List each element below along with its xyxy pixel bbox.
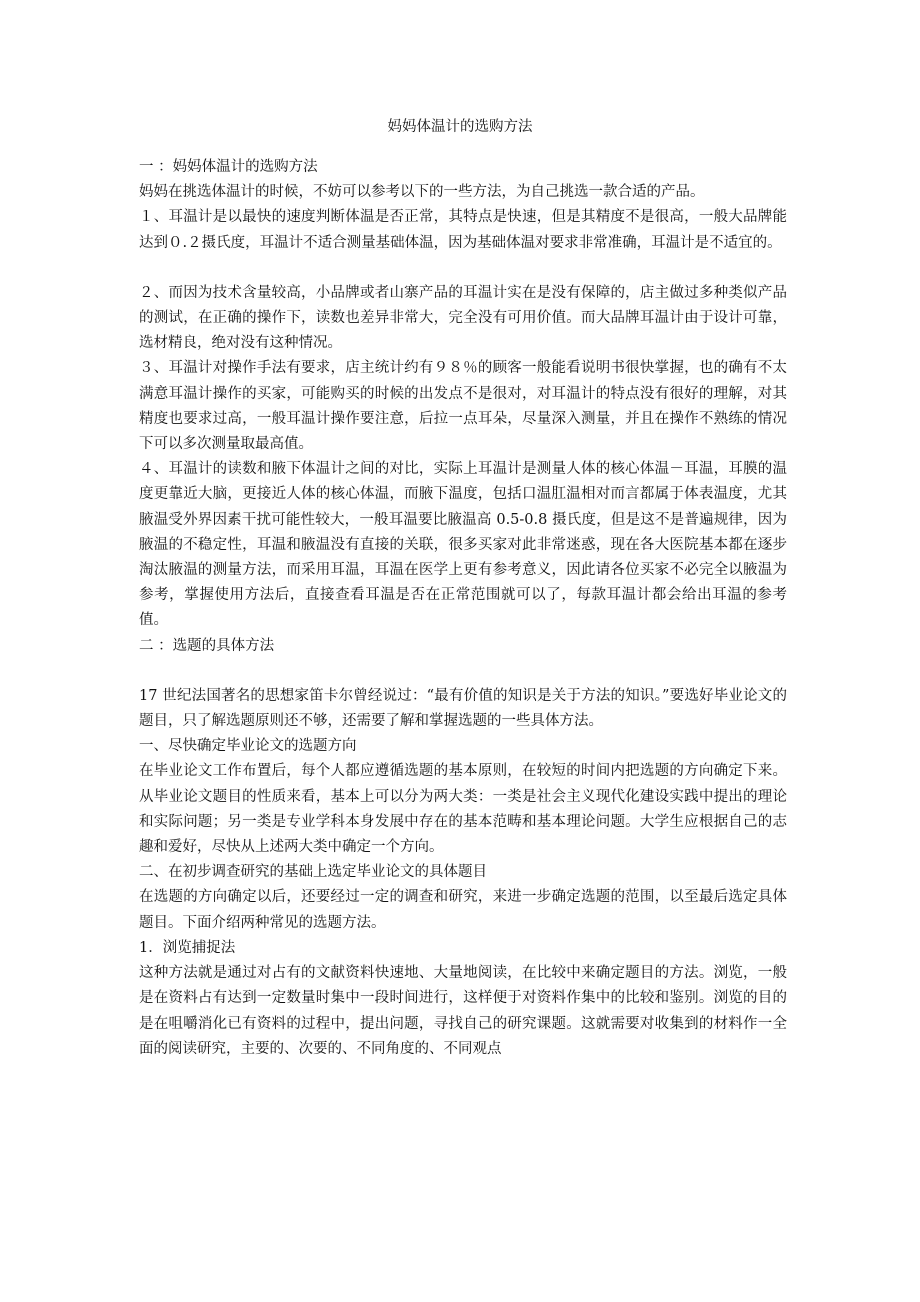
paragraph: １、耳温计是以最快的速度判断体温是否正常，其特点是快速，但是其精度不是很高，一般大品牌能达到０.２摄氏度，耳温计不适合测量基础体温，因为基础体温对要求非常准确，耳温计是不适宜的。 <box>139 209 787 251</box>
document-title: 妈妈体温计的选购方法 <box>387 119 533 135</box>
blank-line <box>139 256 787 281</box>
paragraph: ４、耳温计的读数和腋下体温计之间的对比，实际上耳温计是测量人体的核心体温－耳温，耳膜的温度更靠近大脑，更接近人体的核心体温，而腋下温度，包括口温肛温相对而言都属于体表温度，尤其腋温受外界因素干扰可能性较大，一般耳温要比腋温高 0.5-0.8 摄氏度，但是这不是普遍规律，因为腋温的不稳定性，耳温和腋温没有直接的关联，很多买家对此非常迷惑，现在各大医院基本都在逐步淘汰腋温的测量方法，而采用耳温，耳温在医学上更有参考意义，因此请各位买家不必完全以腋温为参考，掌握使用方法后，直接查看耳温是否在正常范围就可以了，每款耳温计都会给出耳温的参考值。 <box>139 461 787 629</box>
section-heading: 二 ：选题的具体方法 <box>139 637 275 654</box>
paragraph: ２、而因为技术含量较高，小品牌或者山寨产品的耳温计实在是没有保障的，店主做过多种类似产品的测试，在正确的操作下，读数也差异非常大，完全没有可用价值。而大品牌耳温计由于设计可靠，选材精良，绝对没有这种情况。 <box>139 284 787 352</box>
paragraph: 妈妈在挑选体温计的时候，不妨可以参考以下的一些方法，为自己挑选一款合适的产品。 <box>139 184 705 201</box>
paragraph: 这种方法就是通过对占有的文献资料快速地、大量地阅读，在比较中来确定题目的方法。浏览，一般是在资料占有达到一定数量时集中一段时间进行，这样便于对资料作集中的比较和鉴别。浏览的目的是在咀嚼消化已有资料的过程中，提出问题，寻找自己的研究课题。这就需要对收集到的材料作一全面的阅读研究，主要的、次要的、不同角度的、不同观点 <box>139 965 787 1057</box>
document-body <box>139 155 787 1062</box>
subheading: 1．浏览捕捉法 <box>139 939 236 956</box>
paragraph: ３、耳温计对操作手法有要求，店主统计约有９８％的顾客一般能看说明书很快掌握，也的确有不太满意耳温计操作的买家，可能购买的时候的出发点不是很对，对耳温计的特点没有很好的理解，对其精度也要求过高，一般耳温计操作要注意，后拉一点耳朵，尽量深入测量，并且在操作不熟练的情况下可以多次测量取最高值。 <box>139 360 787 453</box>
blank-line <box>139 659 787 684</box>
subheading: 二、在初步调查研究的基础上选定毕业论文的具体题目 <box>139 864 487 881</box>
section-heading: 一 ：妈妈体温计的选购方法 <box>139 159 318 175</box>
subheading: 一、尽快确定毕业论文的选题方向 <box>139 738 357 755</box>
paragraph: 在选题的方向确定以后，还要经过一定的调查和研究，来进一步确定选题的范围，以至最后选定具体题目。下面介绍两种常见的选题方法。 <box>139 889 787 931</box>
paragraph: 17 世纪法国著名的思想家笛卡尔曾经说过：“最有价值的知识是关于方法的知识。”要选好毕业论文的题目，只了解选题原则还不够，还需要了解和掌握选题的一些具体方法。 <box>139 687 787 730</box>
paragraph: 在毕业论文工作布置后，每个人都应遵循选题的基本原则，在较短的时间内把选题的方向确定下来。从毕业论文题目的性质来看，基本上可以分为两大类：一类是社会主义现代化建设实践中提出的理论和实际问题；另一类是专业学科本身发展中存在的基本范畴和基本理论问题。大学生应根据自己的志趣和爱好，尽快从上述两大类中确定一个方向。 <box>139 763 787 856</box>
